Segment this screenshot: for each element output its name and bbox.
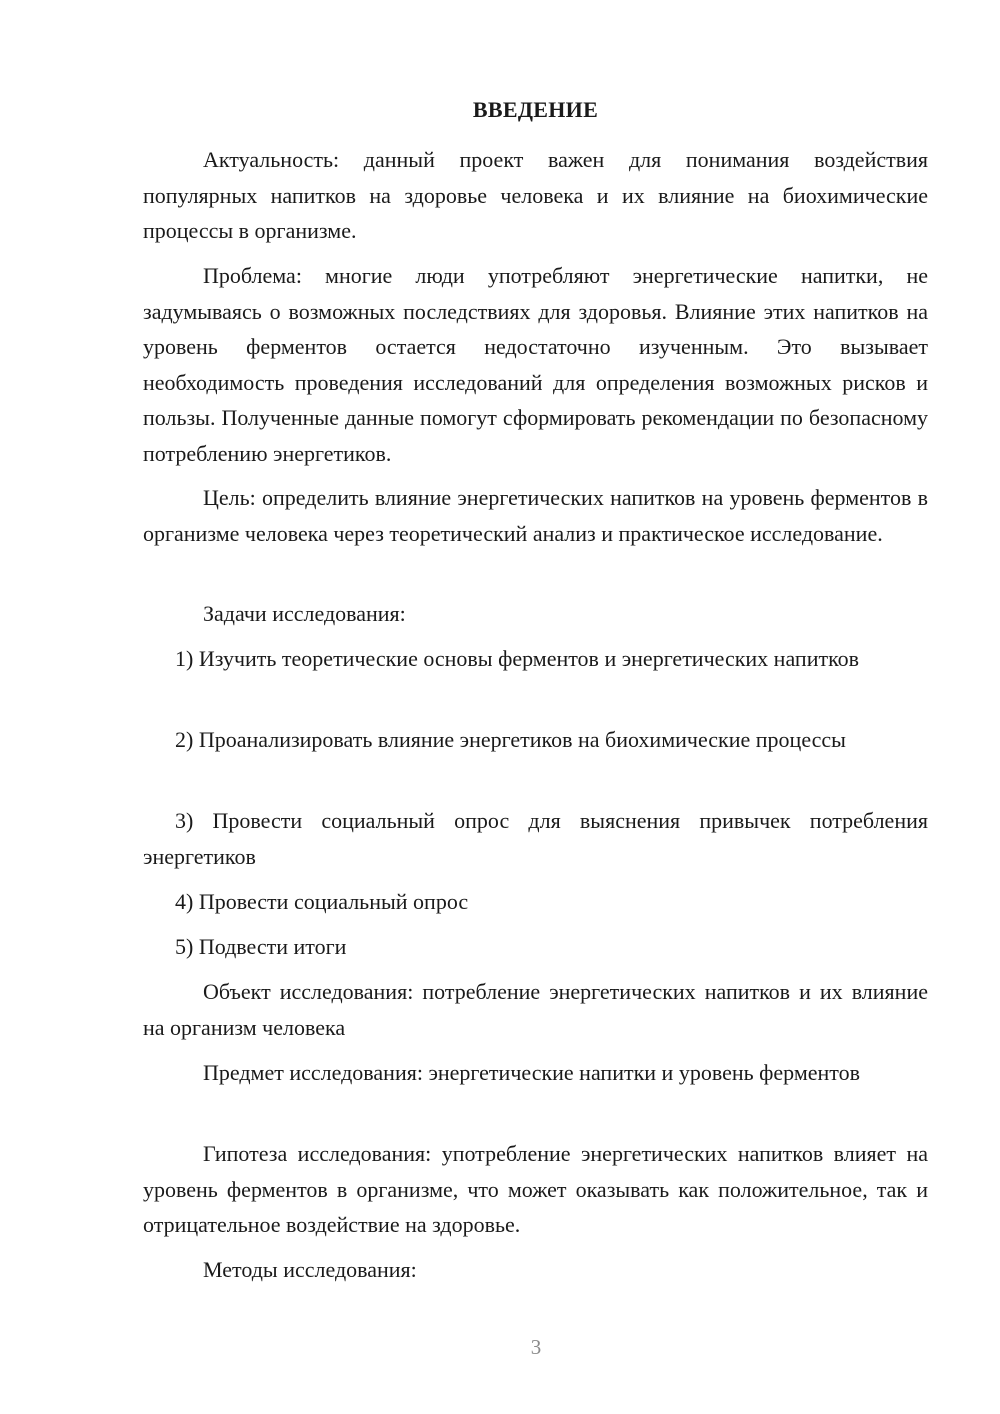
paragraph-problem: Проблема: многие люди употребляют энергетические напитки, не задумываясь о возможных последствиях для здоровья. Влияние этих напитков на уровень ферментов остается недостаточно изученным. Это вызывает необходимость проведения исследований для определения возможных рисков и пользы. Полученные данные помогут сформировать рекомендации по безопасному потреблению энергетиков. [143,263,928,466]
paragraph-object: Объект исследования: потребление энергетических напитков и их влияние на организм человека [143,979,928,1040]
page-number: 3 [530,1335,542,1359]
paragraph-methods: Методы исследования: [203,1257,417,1282]
paragraph-relevance: Актуальность: данный проект важен для понимания воздействия популярных напитков на здоровье человека и их влияние на биохимические процессы в организме. [143,147,928,243]
paragraph-tasks-heading: Задачи исследования: [203,601,406,626]
list-item-task-2: 2) Проанализировать влияние энергетиков на биохимические процессы [175,727,846,752]
list-item-task-3: 3) Провести социальный опрос для выяснения привычек потребления энергетиков [143,808,928,869]
list-item-task-4: 4) Провести социальный опрос [175,889,469,914]
paragraph-hypothesis: Гипотеза исследования: употребление энергетических напитков влияет на уровень ферментов в организме, что может оказывать как положительное, так и отрицательное воздействие на здоровье. [143,1141,928,1237]
paragraph-goal: Цель: определить влияние энергетических напитков на уровень ферментов в организме человека через теоретический анализ и практическое исследование. [143,485,928,546]
list-item-task-1: 1) Изучить теоретические основы ферментов и энергетических напитков [175,646,860,671]
page-title: ВВЕДЕНИЕ [472,97,599,122]
list-item-task-5: 5) Подвести итоги [175,934,347,959]
paragraph-subject: Предмет исследования: энергетические напитки и уровень ферментов [203,1060,861,1085]
